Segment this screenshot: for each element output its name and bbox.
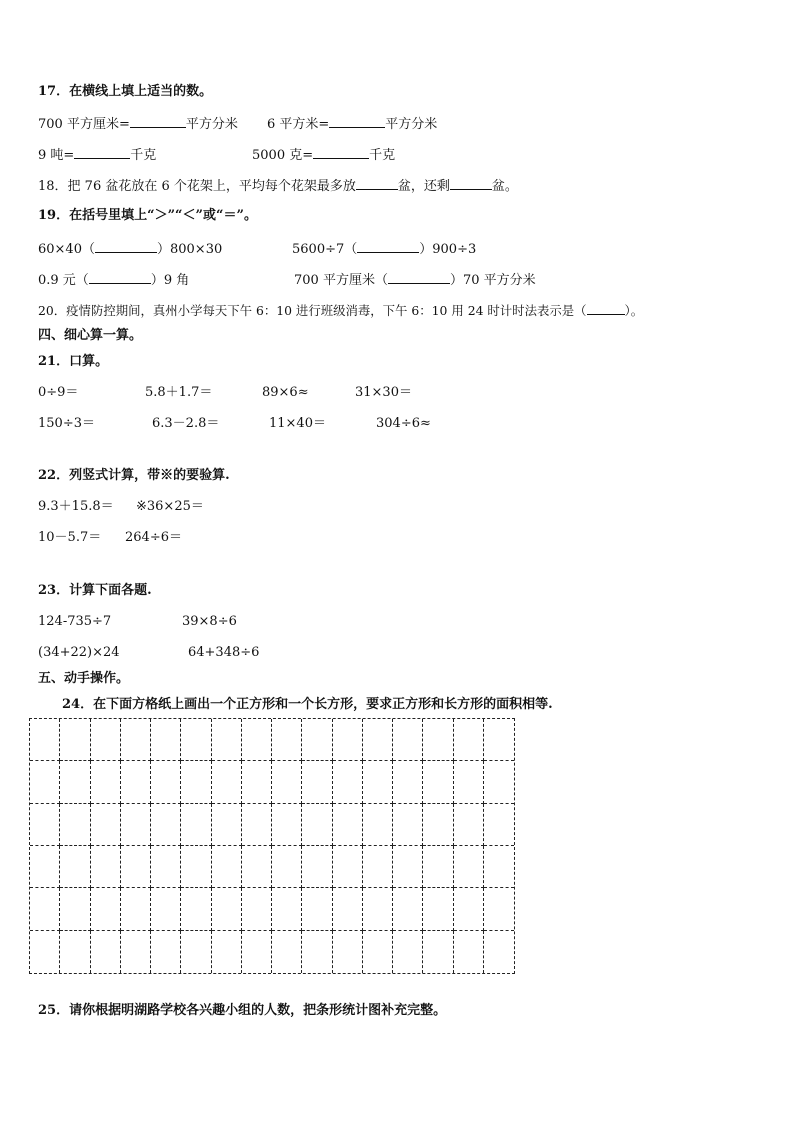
grid-cell[interactable] [60, 719, 90, 761]
grid-cell[interactable] [454, 719, 484, 761]
grid-cell[interactable] [333, 931, 363, 973]
q21-item: 150÷3＝ [38, 416, 95, 431]
grid-paper[interactable] [29, 718, 515, 974]
q19-a2: ）800×30 [156, 242, 223, 257]
q18-mid: 盆，还剩 [397, 179, 450, 194]
grid-cell[interactable] [484, 888, 514, 930]
grid-cell[interactable] [363, 931, 393, 973]
blank[interactable] [356, 177, 398, 190]
grid-cell[interactable] [151, 719, 181, 761]
grid-cell[interactable] [60, 888, 90, 930]
q18-post: 盆。 [491, 179, 518, 194]
grid-cell[interactable] [393, 846, 423, 888]
grid-cell[interactable] [484, 761, 514, 803]
blank[interactable] [450, 177, 492, 190]
grid-cell[interactable] [121, 931, 151, 973]
grid-cell[interactable] [181, 931, 211, 973]
grid-cell[interactable] [393, 804, 423, 846]
grid-cell[interactable] [484, 804, 514, 846]
q19-c2: ）9 角 [150, 273, 190, 288]
grid-cell[interactable] [30, 931, 60, 973]
grid-cell[interactable] [151, 761, 181, 803]
q23-title: 23．计算下面各题. [38, 583, 152, 598]
q21-item: 89×6≈ [262, 385, 309, 400]
grid-cell[interactable] [60, 804, 90, 846]
grid-cell[interactable] [272, 804, 302, 846]
q19-c [38, 271, 189, 289]
q19-a1: 60×40（ [38, 242, 95, 257]
q21-item: 304÷6≈ [376, 416, 431, 431]
grid-cell[interactable] [212, 888, 242, 930]
grid-cell[interactable] [91, 888, 121, 930]
grid-cell[interactable] [333, 804, 363, 846]
grid-cell[interactable] [423, 846, 453, 888]
grid-cell[interactable] [121, 719, 151, 761]
q17-r1b-pre: 6 平方米= [267, 117, 330, 132]
grid-cell[interactable] [242, 804, 272, 846]
grid-cell[interactable] [30, 804, 60, 846]
q22-title: 22．列竖式计算，带※的要验算. [38, 468, 230, 483]
grid-cell[interactable] [91, 846, 121, 888]
grid-cell[interactable] [302, 931, 332, 973]
q21-item: 11×40＝ [269, 416, 326, 431]
q21-item: 31×30＝ [355, 385, 412, 400]
grid-cell[interactable] [60, 846, 90, 888]
q19-b1: 5600÷7（ [292, 242, 358, 257]
q22-item: 264÷6＝ [125, 530, 182, 545]
grid-cell[interactable] [30, 888, 60, 930]
grid-cell[interactable] [333, 761, 363, 803]
q22-item: 9.3＋15.8＝ [38, 499, 114, 514]
grid-cell[interactable] [121, 888, 151, 930]
q19-b2: ）900÷3 [419, 242, 477, 257]
q18-pre: 18．把 76 盆花放在 6 个花架上，平均每个花架最多放 [38, 179, 356, 194]
q23-item: 64+348÷6 [188, 645, 260, 660]
grid-cell[interactable] [393, 888, 423, 930]
grid-cell[interactable] [272, 846, 302, 888]
grid-cell[interactable] [454, 846, 484, 888]
q18 [38, 177, 518, 195]
grid-cell[interactable] [121, 761, 151, 803]
q17-title: 17．在横线上填上适当的数。 [38, 84, 213, 99]
grid-cell[interactable] [484, 931, 514, 973]
grid-cell[interactable] [151, 804, 181, 846]
q21-item: 0÷9＝ [38, 385, 79, 400]
q23-item: (34+22)×24 [38, 645, 120, 660]
grid-cell[interactable] [333, 888, 363, 930]
blank[interactable] [388, 271, 450, 284]
q22-item: 10－5.7＝ [38, 530, 102, 545]
grid-cell[interactable] [181, 846, 211, 888]
q17-row2-left [38, 146, 156, 164]
grid-cell[interactable] [484, 719, 514, 761]
q17-r2b-post: 千克 [369, 148, 396, 163]
grid-cell[interactable] [30, 761, 60, 803]
grid-cell[interactable] [302, 846, 332, 888]
grid-cell[interactable] [454, 761, 484, 803]
grid-cell[interactable] [272, 931, 302, 973]
grid-cell[interactable] [121, 846, 151, 888]
blank[interactable] [357, 240, 419, 253]
q24-title: 24．在下面方格纸上画出一个正方形和一个长方形，要求正方形和长方形的面积相等. [62, 697, 553, 712]
grid-cell[interactable] [333, 719, 363, 761]
grid-cell[interactable] [484, 846, 514, 888]
grid-cell[interactable] [242, 931, 272, 973]
grid-cell[interactable] [363, 888, 393, 930]
q20 [38, 302, 643, 319]
grid-cell[interactable] [272, 888, 302, 930]
grid-cell[interactable] [393, 931, 423, 973]
q19-title: 19．在括号里填上“＞”“＜”或“＝”。 [38, 208, 257, 223]
grid-cell[interactable] [363, 761, 393, 803]
blank[interactable] [329, 115, 385, 128]
grid-cell[interactable] [212, 804, 242, 846]
grid-cell[interactable] [212, 846, 242, 888]
grid-cell[interactable] [302, 804, 332, 846]
section-4-heading: 四、细心算一算。 [38, 328, 143, 343]
q20-pre: 20．疫情防控期间，真州小学每天下午 6：10 进行班级消毒，下午 6：10 用 24 时计时法表示是（ [38, 303, 587, 318]
q17-row1-left [38, 115, 238, 133]
q17-r1b-post: 平方分米 [385, 117, 438, 132]
q17-r2b-pre: 5000 克= [252, 148, 314, 163]
grid-cell[interactable] [423, 719, 453, 761]
grid-cell[interactable] [302, 888, 332, 930]
q17-row1-right [267, 115, 437, 133]
grid-cell[interactable] [181, 761, 211, 803]
grid-cell[interactable] [363, 846, 393, 888]
grid-cell[interactable] [151, 888, 181, 930]
grid-cell[interactable] [91, 719, 121, 761]
grid-cell[interactable] [30, 846, 60, 888]
grid-cell[interactable] [333, 846, 363, 888]
grid-cell[interactable] [423, 931, 453, 973]
blank[interactable] [89, 271, 151, 284]
grid-cell[interactable] [363, 719, 393, 761]
grid-cell[interactable] [91, 931, 121, 973]
blank[interactable] [587, 302, 625, 315]
blank[interactable] [313, 146, 369, 159]
grid-cell[interactable] [454, 804, 484, 846]
grid-cell[interactable] [91, 761, 121, 803]
q21-item: 6.3－2.8＝ [152, 416, 220, 431]
q19-d [294, 271, 536, 289]
grid-cell[interactable] [302, 719, 332, 761]
grid-cell[interactable] [454, 888, 484, 930]
q19-a [38, 240, 222, 258]
q17-r2a-pre: 9 吨= [38, 148, 75, 163]
grid-cell[interactable] [454, 931, 484, 973]
grid-cell[interactable] [181, 888, 211, 930]
grid-cell[interactable] [60, 931, 90, 973]
q19-b [292, 240, 476, 258]
q21-title: 21．口算。 [38, 354, 109, 369]
q23-item: 39×8÷6 [182, 614, 237, 629]
grid-cell[interactable] [423, 761, 453, 803]
blank[interactable] [130, 115, 186, 128]
q21-item: 5.8＋1.7＝ [145, 385, 213, 400]
grid-cell[interactable] [181, 804, 211, 846]
grid-cell[interactable] [302, 761, 332, 803]
q19-d1: 700 平方厘米（ [294, 273, 388, 288]
grid-cell[interactable] [212, 761, 242, 803]
grid-cell[interactable] [242, 719, 272, 761]
grid-cell[interactable] [91, 804, 121, 846]
grid-cell[interactable] [423, 804, 453, 846]
grid-cell[interactable] [60, 761, 90, 803]
grid-cell[interactable] [151, 931, 181, 973]
grid-cell[interactable] [212, 719, 242, 761]
grid-cell[interactable] [121, 804, 151, 846]
q17-row2-right [252, 146, 395, 164]
grid-cell[interactable] [272, 761, 302, 803]
grid-cell[interactable] [242, 888, 272, 930]
q25-title: 25．请你根据明湖路学校各兴趣小组的人数，把条形统计图补充完整。 [38, 1003, 447, 1018]
q23-item: 124-735÷7 [38, 614, 112, 629]
q17-r1a-post: 平方分米 [185, 117, 238, 132]
q17-r1a-pre: 700 平方厘米= [38, 117, 130, 132]
grid-cell[interactable] [363, 804, 393, 846]
section-5-heading: 五、动手操作。 [38, 671, 130, 686]
grid-cell[interactable] [242, 846, 272, 888]
q19-d2: ）70 平方分米 [449, 273, 536, 288]
grid-cell[interactable] [272, 719, 302, 761]
q20-post: ）。 [624, 303, 644, 318]
q22-item: ※36×25＝ [136, 499, 204, 514]
blank[interactable] [95, 240, 157, 253]
grid-cell[interactable] [151, 846, 181, 888]
grid-cell[interactable] [393, 719, 423, 761]
q17-r2a-post: 千克 [130, 148, 157, 163]
grid-cell[interactable] [30, 719, 60, 761]
grid-cell[interactable] [423, 888, 453, 930]
blank[interactable] [74, 146, 130, 159]
grid-cell[interactable] [181, 719, 211, 761]
grid-cell[interactable] [393, 761, 423, 803]
grid-cell[interactable] [212, 931, 242, 973]
q19-c1: 0.9 元（ [38, 273, 89, 288]
grid-cell[interactable] [242, 761, 272, 803]
